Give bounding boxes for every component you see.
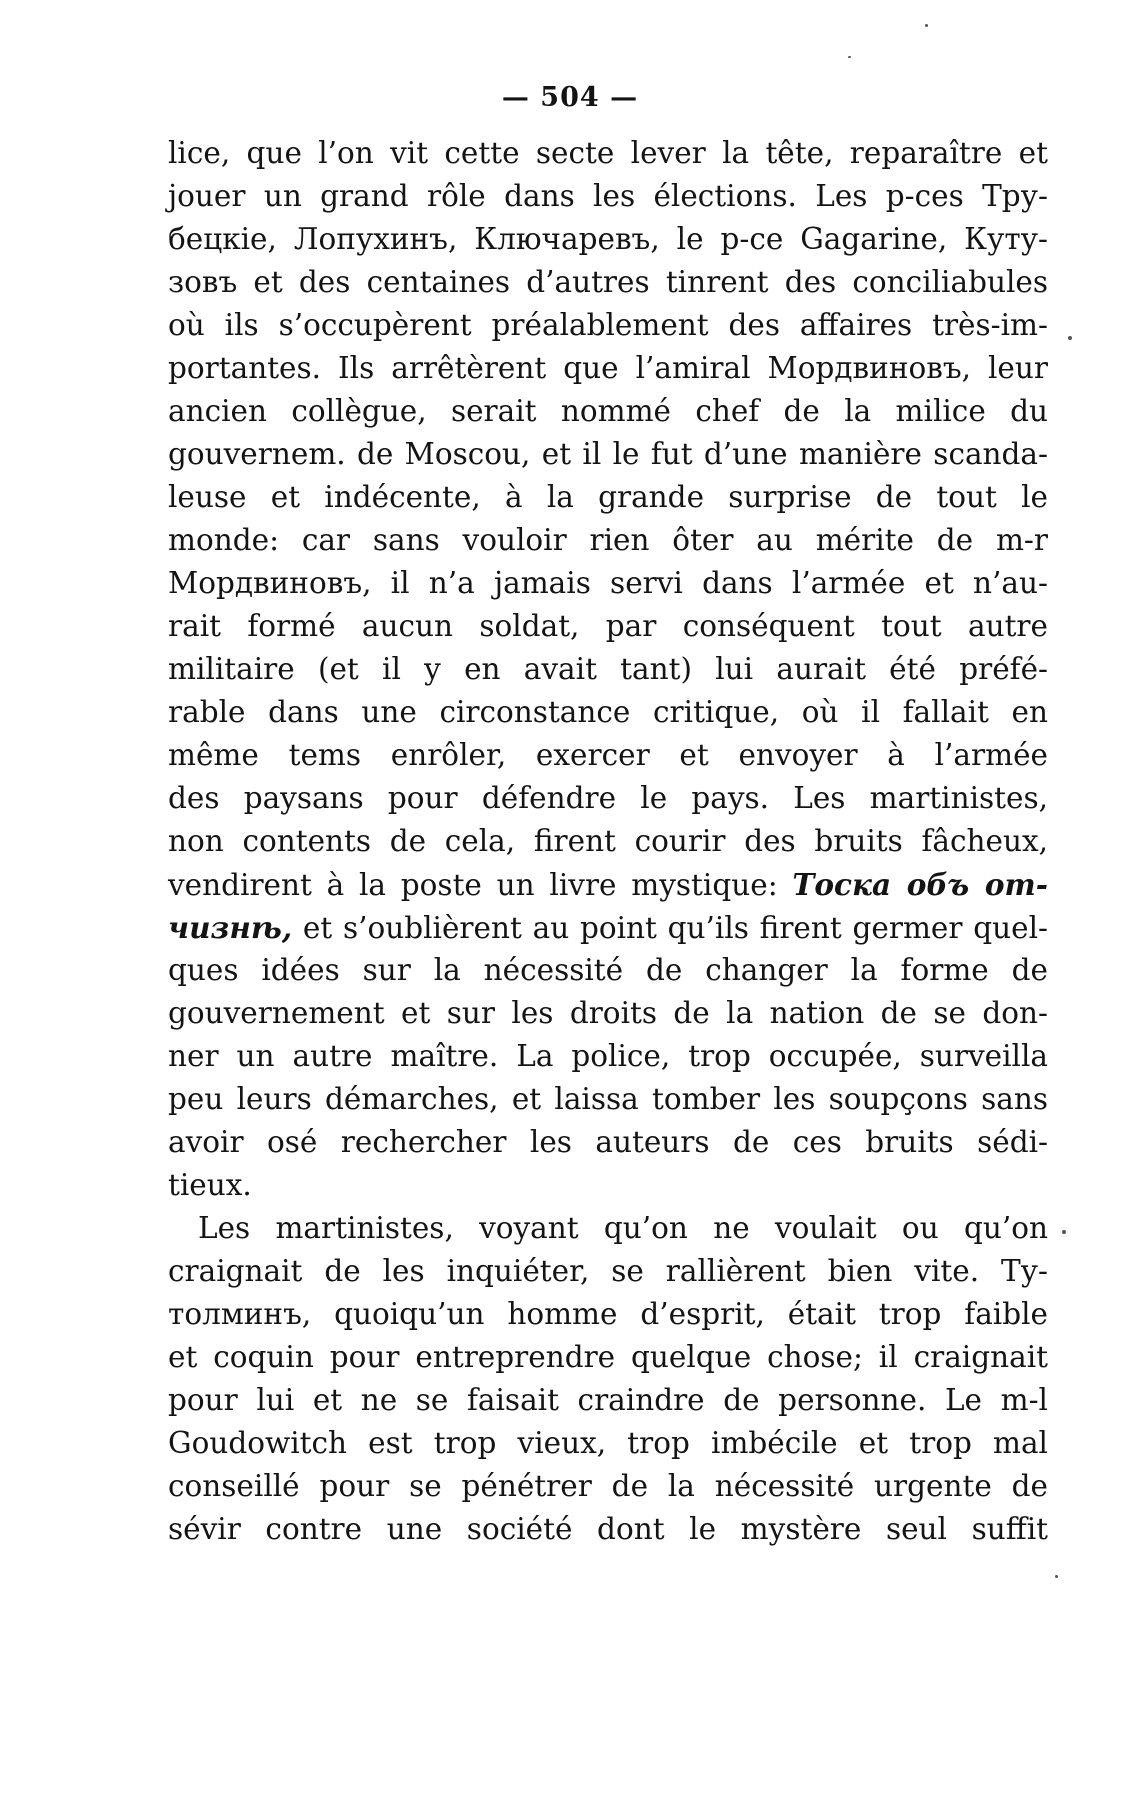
text-segment: vendirent à la poste un livre mystique: xyxy=(168,868,778,902)
text-line: peu leurs démarches, et laissa tomber les soupçons sans xyxy=(168,1082,1048,1116)
scan-speck xyxy=(1068,336,1072,340)
text-line: avoir osé rechercher les auteurs de ces bruits sédi- xyxy=(168,1125,1048,1159)
text-line: gouvernem. de Moscou, et il le fut d’une manière scanda- xyxy=(168,437,1048,471)
text-line: pour lui et ne se faisait craindre de personne. Le m-l xyxy=(168,1383,1048,1417)
text-line: où ils s’occupèrent préalablement des affaires très-im- xyxy=(168,308,1048,342)
text-line: ques idées sur la nécessité de changer la forme de xyxy=(168,953,1048,987)
scan-speck xyxy=(925,24,928,27)
text-line: ner un autre maître. La police, trop occupée, surveilla xyxy=(168,1039,1048,1073)
scan-speck xyxy=(1055,1575,1058,1578)
book-title: Тоска объ от- xyxy=(792,867,1048,902)
text-line: tieux. xyxy=(168,1168,252,1202)
text-line: бецкіе, Лопухинъ, Ключаревъ, le p-ce Gagarine, Куту- xyxy=(168,222,1048,256)
paragraph-1 xyxy=(168,132,1048,1207)
text-line: portantes. Ils arrêtèrent que l’amiral Мордвиновъ, leur xyxy=(168,351,1048,385)
text-line: monde: car sans vouloir rien ôter au mérite de m-r xyxy=(168,523,1048,557)
text-line: sévir contre une société dont le mystère seul suffit xyxy=(168,1512,1048,1546)
text-line: même tems enrôler, exercer et envoyer à l’armée xyxy=(168,738,1048,772)
page-number: — 504 — xyxy=(501,82,639,113)
text-line: gouvernement et sur les droits de la nation de se don- xyxy=(168,996,1048,1030)
text-line: des paysans pour défendre le pays. Les martinistes, xyxy=(168,781,1048,815)
text-line: ancien collègue, serait nommé chef de la milice du xyxy=(168,394,1048,428)
scan-speck xyxy=(1062,1230,1066,1234)
body-text xyxy=(168,132,1048,1551)
text-line: conseillé pour se pénétrer de la nécessité urgente de xyxy=(168,1469,1048,1503)
text-line: Goudowitch est trop vieux, trop imbécile et trop mal xyxy=(168,1426,1048,1460)
text-line-with-title xyxy=(168,863,1048,906)
paragraph-2 xyxy=(168,1207,1048,1551)
text-line: craignait de les inquiéter, se rallièrent bien vite. Ту- xyxy=(168,1254,1048,1288)
text-line: Мордвиновъ, il n’a jamais servi dans l’armée et n’au- xyxy=(168,566,1048,600)
text-line: зовъ et des centaines d’autres tinrent des conciliabules xyxy=(168,265,1048,299)
text-line: non contents de cela, firent courir des bruits fâcheux, xyxy=(168,824,1048,858)
scan-speck xyxy=(848,56,851,58)
text-line: et coquin pour entreprendre quelque chose; il craignait xyxy=(168,1340,1048,1374)
text-line: толминъ, quoiqu’un homme d’esprit, était trop faible xyxy=(168,1297,1048,1331)
book-title-continued: чизнѣ, xyxy=(168,910,293,945)
text-line: rable dans une circonstance critique, où il fallait en xyxy=(168,695,1048,729)
text-line: leuse et indécente, à la grande surprise de tout le xyxy=(168,480,1048,514)
text-line: rait formé aucun soldat, par conséquent tout autre xyxy=(168,609,1048,643)
text-line: lice, que l’on vit cette secte lever la tête, reparaître et xyxy=(168,136,1048,170)
text-segment: et s’oublièrent au point qu’ils firent germer quel- xyxy=(302,911,1048,945)
text-line-with-title xyxy=(168,906,1048,949)
text-line: militaire (et il y en avait tant) lui aurait été préfé- xyxy=(168,652,1048,686)
text-line: Les martinistes, voyant qu’on ne voulait ou qu’on xyxy=(198,1211,1048,1245)
text-line: jouer un grand rôle dans les élections. Les p-ces Тру- xyxy=(168,179,1048,213)
